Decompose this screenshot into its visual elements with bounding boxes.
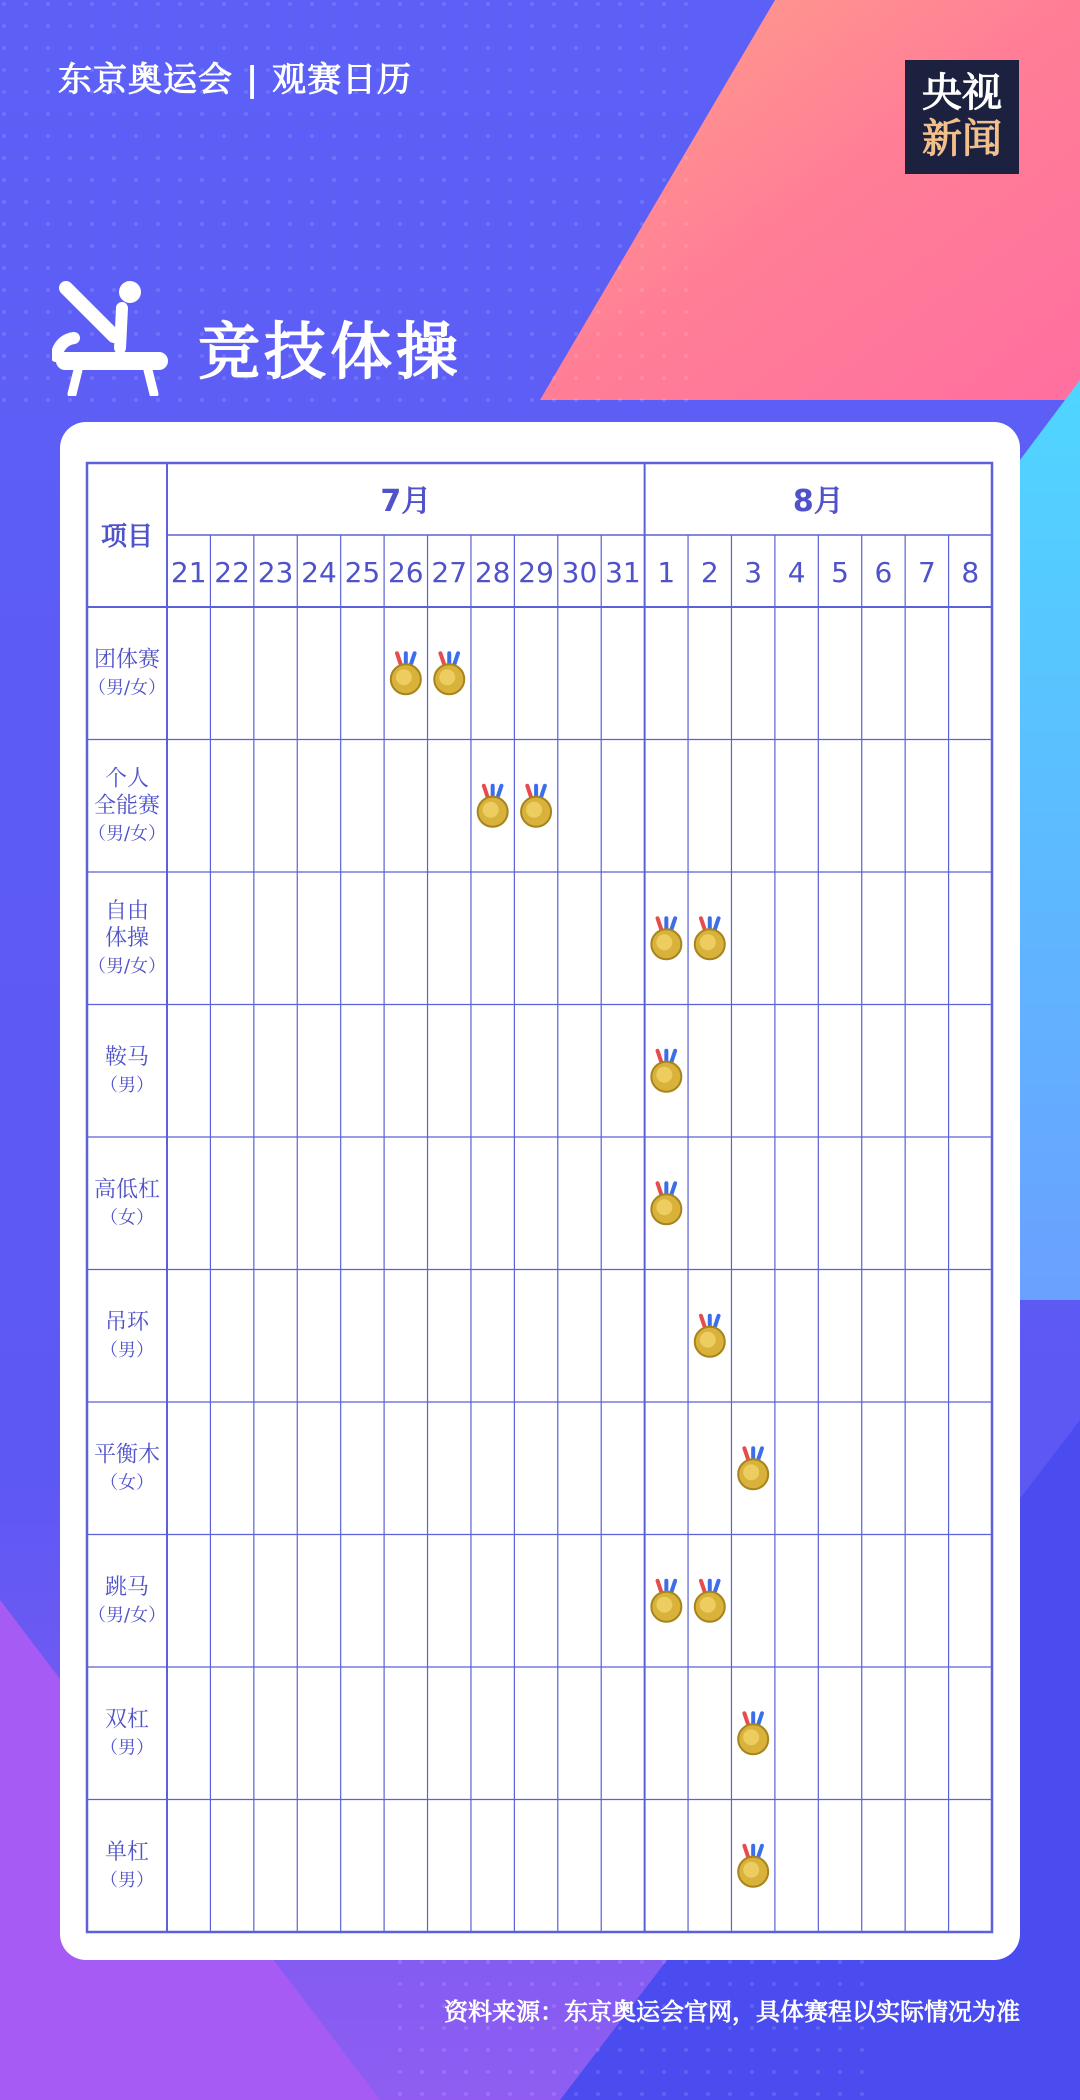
day-label: 29 <box>518 556 554 589</box>
event-name: 双杠 <box>104 1707 150 1733</box>
gold-medal-icon <box>478 786 508 827</box>
event-note: （男） <box>100 1339 154 1361</box>
day-label: 3 <box>744 556 763 589</box>
day-label: 24 <box>301 556 337 589</box>
event-note: （男/女） <box>87 677 167 699</box>
cctv-news-logo <box>905 60 1019 174</box>
gold-medal-icon <box>695 918 725 959</box>
gold-medal-icon <box>521 786 551 827</box>
gold-medal-icon <box>738 1713 768 1754</box>
day-label: 22 <box>214 556 250 589</box>
day-label: 26 <box>387 556 424 589</box>
day-label: 23 <box>257 556 294 589</box>
event-note: （男） <box>100 1074 154 1096</box>
day-label: 1 <box>657 556 676 589</box>
day-label: 27 <box>431 556 468 589</box>
day-label: 31 <box>605 556 641 589</box>
schedule-grid <box>60 422 1020 1960</box>
day-label: 4 <box>787 556 806 589</box>
gold-medal-icon <box>651 1051 681 1092</box>
logo-line-1: 央视 <box>922 70 1002 116</box>
day-label: 21 <box>170 556 207 589</box>
event-name: 单杠 <box>104 1839 150 1865</box>
header-title: 东京奥运会 | 观赛日历 <box>58 60 413 100</box>
event-name: 体操 <box>104 925 150 951</box>
pommel-horse-gymnast-icon <box>52 278 182 396</box>
event-note: （女） <box>100 1472 154 1494</box>
gold-medal-icon <box>434 653 464 694</box>
gold-medal-icon <box>651 1183 681 1224</box>
gold-medal-icon <box>695 1316 725 1357</box>
gold-medal-icon <box>651 1581 681 1622</box>
event-name: 吊环 <box>104 1309 150 1335</box>
event-note: （男） <box>100 1869 154 1891</box>
day-label: 28 <box>474 556 511 589</box>
day-label: 5 <box>831 556 849 589</box>
event-note: （男） <box>100 1737 154 1759</box>
event-note: （女） <box>100 1207 154 1229</box>
sport-title: 竞技体操 <box>198 315 463 388</box>
event-name: 团体赛 <box>93 647 161 673</box>
day-label: 30 <box>561 556 598 589</box>
grid-border <box>87 463 992 1932</box>
event-name: 高低杠 <box>93 1177 161 1203</box>
day-label: 2 <box>700 556 719 589</box>
logo-line-2: 新闻 <box>922 116 1002 162</box>
event-name: 鞍马 <box>104 1044 150 1070</box>
event-note: （男/女） <box>87 1604 167 1626</box>
month-label: 8月 <box>792 484 844 519</box>
day-label: 7 <box>917 556 936 589</box>
day-label: 8 <box>961 556 980 589</box>
gold-medal-icon <box>391 653 421 694</box>
day-label: 6 <box>874 556 893 589</box>
item-header: 项目 <box>100 522 154 552</box>
gold-medal-icon <box>738 1448 768 1489</box>
day-label: 25 <box>344 556 381 589</box>
event-name: 全能赛 <box>93 793 161 819</box>
gold-medal-icon <box>738 1846 768 1887</box>
month-label: 7月 <box>380 484 432 519</box>
event-name: 平衡木 <box>93 1442 161 1468</box>
gold-medal-icon <box>695 1581 725 1622</box>
gold-medal-icon <box>651 918 681 959</box>
event-name: 个人 <box>104 766 150 792</box>
source-footnote: 资料来源：东京奥运会官网，具体赛程以实际情况为准 <box>444 1998 1020 2026</box>
event-name: 跳马 <box>104 1574 150 1600</box>
event-note: （男/女） <box>87 955 167 977</box>
event-note: （男/女） <box>87 823 167 845</box>
schedule-card <box>60 422 1020 1960</box>
event-name: 自由 <box>104 898 150 924</box>
